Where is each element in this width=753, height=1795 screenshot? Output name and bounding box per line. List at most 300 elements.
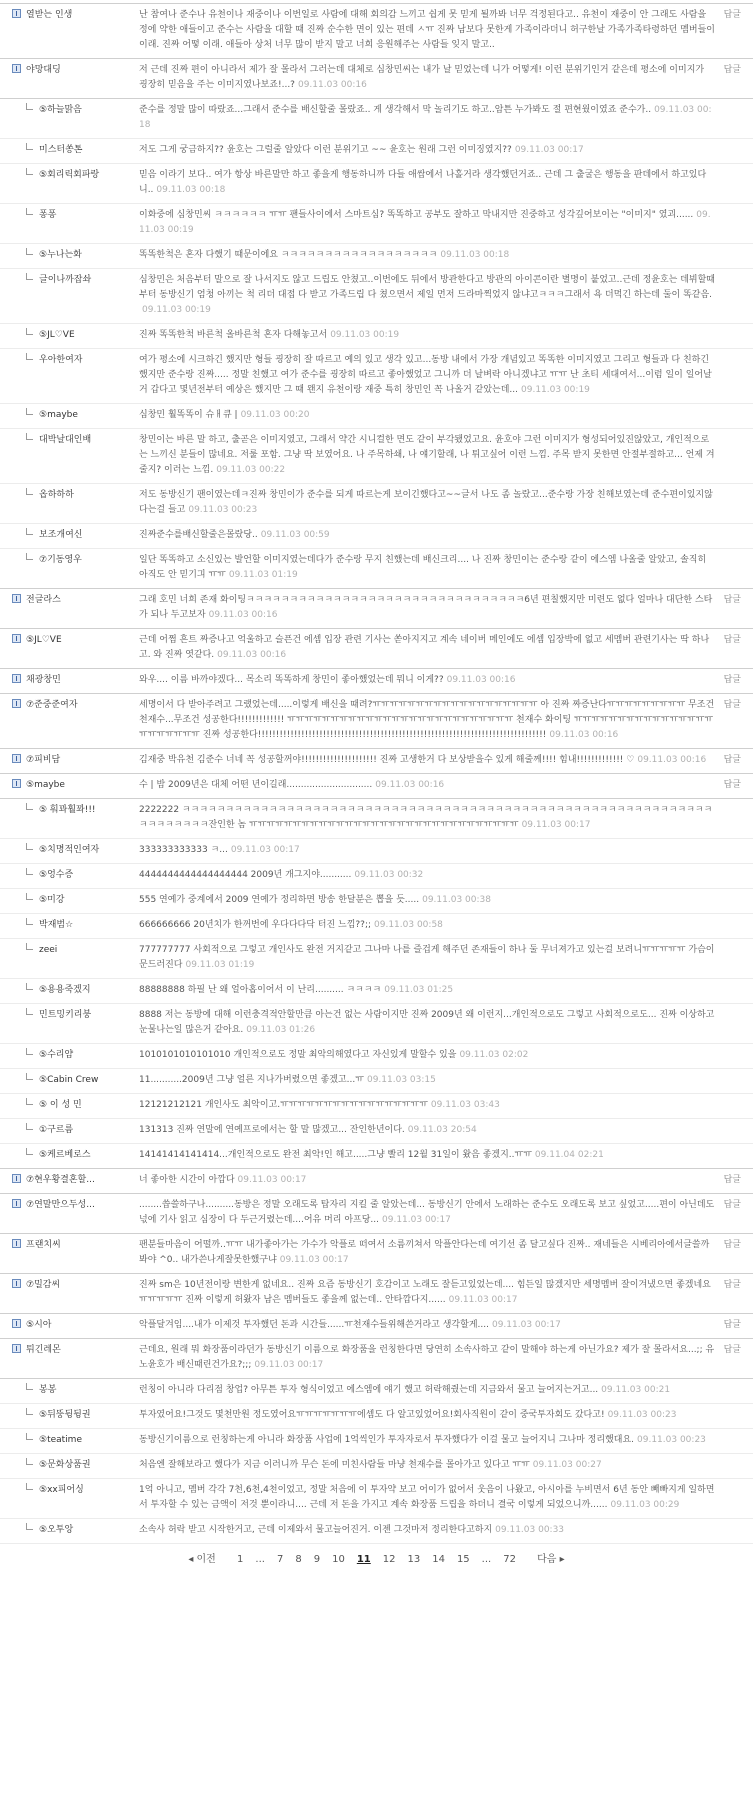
comment-time: 09.11.03 02:02	[459, 1050, 529, 1060]
comment-body	[139, 1073, 753, 1088]
reply-comment	[0, 1479, 753, 1519]
author-name[interactable]: 열받는 인생	[26, 10, 73, 20]
pagination-pages	[231, 1554, 522, 1565]
comment-body	[139, 1458, 753, 1473]
reply-comment	[0, 204, 753, 244]
reply-comment	[0, 1069, 753, 1094]
reply-arrow-icon	[26, 1148, 33, 1155]
author-name[interactable]: 튀긴레몬	[26, 1345, 61, 1355]
reply-arrow-icon	[26, 893, 33, 900]
pagination	[0, 1550, 753, 1565]
comment-author[interactable]	[0, 103, 139, 133]
comment	[0, 668, 753, 694]
author-name[interactable]: 미스터쏭톤	[39, 145, 83, 155]
reply-arrow-icon	[26, 168, 33, 175]
comment-body	[139, 778, 753, 793]
author-name[interactable]: 옵하하하	[39, 490, 74, 500]
member-icon	[12, 699, 21, 708]
member-icon	[12, 1319, 21, 1328]
author-name[interactable]: ⑤maybe	[39, 410, 78, 420]
comment-author[interactable]	[0, 273, 139, 318]
comment-text: 진짜 sm은 10년전이랑 변한게 없네요.. 진짜 요즘 동방신기 호감이고 노래도 잘듣고있었는데.... 힘든일 많겠지만 세명멤버 잘이겨냈으면 좋겠네요 ㅠㅠㅠㅠㅠ 진짜 이렇게 허왔자 남은 멤버들도 좋을께 없는데.. 안타깝다지......	[139, 1280, 711, 1305]
reply-arrow-icon	[26, 1383, 33, 1390]
comment-text: 김재중 박유천 김준수 너네 꼭 성공할꺼야!!!!!!!!!!!!!!!!!!!!! 진짜 고생한거 다 보상받을수 있게 해줄께!!!! 힘내!!!!!!!!!!!!! ♡	[139, 755, 635, 765]
comment-body	[139, 1048, 753, 1063]
author-name[interactable]: ⑤오투앙	[39, 1525, 74, 1535]
author-name[interactable]: ⑦준중준여자	[26, 700, 78, 710]
page-link[interactable]: 12	[382, 1554, 396, 1565]
member-icon	[12, 594, 21, 603]
comment-author[interactable]	[0, 1318, 139, 1333]
comment-time: 09.11.03 00:18	[156, 185, 226, 195]
reply-button[interactable]: 답글	[723, 675, 741, 685]
comment-body	[139, 168, 753, 198]
author-name[interactable]: ①구르름	[39, 1125, 74, 1135]
comment-time: 09.11.03 00:16	[637, 755, 707, 765]
reply-button[interactable]: 답글	[723, 700, 741, 710]
page-link[interactable]: 8	[295, 1554, 302, 1565]
comment-text: 8888 저는 동방에 대해 이런충격적안할만큼 아는건 없는 사람이지만 진짜 2009년 왜 이런지...개인적으로도 그렇고 사회적으로도... 진짜 이상하고 눈물나는일 많은거 같아요.	[139, 1010, 715, 1035]
member-icon	[12, 754, 21, 763]
comment-author[interactable]	[0, 673, 139, 688]
reply-comment	[0, 799, 753, 839]
comment-text: 너 좋아한 시간이 아깝다	[139, 1175, 235, 1185]
author-name[interactable]: 민트밍키리붕	[39, 1010, 92, 1020]
author-name[interactable]: ⑦피비담	[26, 755, 61, 765]
comment-time: 09.11.03 00:22	[216, 465, 286, 475]
comment-time: 09.11.03 00:29	[610, 1500, 680, 1510]
comment-time: 09.11.03 00:20	[240, 410, 310, 420]
author-name[interactable]: 우아한여자	[39, 355, 83, 365]
reply-comment	[0, 1044, 753, 1069]
comment-author[interactable]	[0, 248, 139, 263]
reply-button[interactable]: 답글	[723, 635, 741, 645]
comment-body	[139, 753, 753, 768]
comment-body	[139, 328, 753, 343]
reply-arrow-icon	[26, 353, 33, 360]
author-name[interactable]: ⑤용용죽겠지	[39, 985, 91, 995]
reply-comment	[0, 839, 753, 864]
author-name[interactable]: ⑦기동영우	[39, 555, 82, 565]
page-link[interactable]: 14	[432, 1554, 445, 1565]
comment-text: 심창민은 처음부터 말으로 잘 나서지도 않고 드립도 안쳤고..이번에도 뒤에서 방관한다고 방관의 아이콘이란 별명이 붙었고..근데 정윤호는 데뷔할때부터 동방신기 엄청 아끼는 척 리더 대접 다 받고 가족드립 다 쳤으면서 제일 먼저 드라마찍었지 않냐고ㅋㅋㅋ그래서 욕 더먹긴 하는데 둘이 똑같음.	[139, 275, 715, 300]
comment-time: 09.11.03 01:19	[228, 570, 298, 580]
comment-author[interactable]	[0, 593, 139, 623]
reply-comment	[0, 99, 753, 139]
comment-time: 09.11.03 00:19	[330, 330, 400, 340]
comment-time: 09.11.03 00:17	[382, 1215, 451, 1225]
reply-comment	[0, 889, 753, 914]
reply-arrow-icon	[26, 1458, 33, 1465]
reply-button[interactable]: 답글	[723, 65, 741, 75]
comment-time: 09.11.03 00:19	[142, 305, 211, 315]
comment-time: 09.11.03 00:16	[446, 675, 516, 685]
comment-author[interactable]	[0, 528, 139, 543]
reply-arrow-icon	[26, 408, 33, 415]
reply-button[interactable]: 답글	[723, 595, 741, 605]
comment-text: 1억 아니고, 멤버 각각 7천,6천,4천이었고, 정말 처음에 이 투자약 보고 어이가 없어서 웃음이 나왔고, 아시아를 누비면서 6년 동안 빼빠지게 일하면서 투자할 수 있는 금액이 저것 뿐이라니.... 근데 저 돈을 가지고 계속 화장품 드립을 하더니 결국 이렇게 되었으니까......	[139, 1485, 715, 1510]
reply-arrow-icon	[26, 1073, 33, 1080]
page-link[interactable]: 9	[313, 1554, 321, 1565]
comment-author[interactable]	[0, 8, 139, 53]
comment	[0, 1233, 753, 1274]
reply-button[interactable]: 답글	[723, 1200, 741, 1210]
comment-time: 09.11.03 00:33	[495, 1525, 565, 1535]
author-name[interactable]: 박재범☆	[39, 920, 74, 930]
comment-text: 88888888 하필 난 왜 얼아홉이어서 이 난리.......... ㅋㅋㅋㅋ	[139, 985, 382, 995]
comment-body	[139, 868, 753, 883]
reply-comment	[0, 864, 753, 889]
comment-text: 세명이서 다 받아주려고 그랬었는데.....이렇게 배신을 때려?ㅠㅠㅠㅠㅠㅠㅠㅠㅠㅠㅠㅠㅠㅠㅠㅠㅠㅠㅠ 아 진짜 짜증난다ㅠㅠㅠㅠㅠㅠㅠㅠㅠ 무조건 천재수...무조건 성공한다!!!!!!!!!!!!! ㅠㅠㅠㅠㅠㅠㅠㅠㅠㅠㅠㅠㅠㅠㅠㅠㅠㅠㅠㅠㅠㅠㅠㅠㅠㅠ 천재수 화이팅 ㅠㅠㅠㅠㅠㅠㅠㅠㅠㅠㅠㅠㅠㅠㅠㅠㅠㅠㅠㅠㅠㅠㅠ 진짜 성공한다!!!!!!!!!!!!!!!!!!!!!!!!!!!!!!!!!!!!!!!!!!!!!!!!!!!!!!!!!!!!!!!!!!!!!!!!!!!!!!!!	[139, 700, 715, 740]
reply-comment	[0, 324, 753, 349]
comment-author[interactable]	[0, 168, 139, 198]
comment-time: 09.11.03 00:17	[279, 1255, 349, 1265]
comment-author[interactable]	[0, 488, 139, 518]
comment-time: 09.11.03 00:21	[601, 1385, 671, 1395]
comment-text: 2222222 ㅋㅋㅋㅋㅋㅋㅋㅋㅋㅋㅋㅋㅋㅋㅋㅋㅋㅋㅋㅋㅋㅋㅋㅋㅋㅋㅋㅋㅋㅋㅋㅋㅋㅋㅋㅋㅋㅋㅋㅋㅋㅋㅋㅋㅋㅋㅋㅋㅋㅋㅋㅋㅋㅋㅋㅋㅋㅋㅋㅋㅋㅋㅋㅋㅋㅋㅋㅋㅋ잔인한 놈 ㅠㅠㅠㅠㅠㅠㅠㅠㅠㅠㅠㅠㅠㅠㅠㅠㅠㅠㅠㅠㅠㅠㅠㅠㅠㅠㅠㅠㅠㅠㅠ	[139, 805, 713, 830]
author-name[interactable]: zeei	[39, 945, 58, 955]
comment-author[interactable]	[0, 803, 139, 833]
comment-author[interactable]	[0, 208, 139, 238]
author-name[interactable]: 야망대딩	[26, 65, 61, 75]
comment-author[interactable]	[0, 1483, 139, 1513]
comment-body	[139, 1098, 753, 1113]
comment-author[interactable]	[0, 1523, 139, 1538]
comment-body	[139, 1198, 753, 1228]
comment-body	[139, 433, 753, 478]
comment-body	[139, 1008, 753, 1038]
author-name[interactable]: ⑤ 이 성 민	[39, 1100, 82, 1110]
reply-arrow-icon	[26, 1483, 33, 1490]
comment-text: 저도 동방신기 팬이였는데ㅋ진짜 창민이가 준수를 되게 따르는게 보이긴했다고~~글서 나도 좀 놀랐고...준수랑 가장 친해보였는데 준수편이있지않다는걸 들고	[139, 490, 713, 515]
comment-body	[139, 593, 753, 623]
comment-text: 333333333333 ㅋ...	[139, 845, 228, 855]
author-name[interactable]: ⑤하늘맑음	[39, 105, 82, 115]
comment-body	[139, 1148, 753, 1163]
comment-author[interactable]	[0, 1433, 139, 1448]
author-name[interactable]: ⑤시아	[26, 1320, 52, 1330]
comment	[0, 773, 753, 799]
comment-text: 11...........2009년 그냥 얼른 지나가버렸으면 좋겠고...ㅠ	[139, 1075, 364, 1085]
comment-author[interactable]	[0, 1148, 139, 1163]
reply-button[interactable]: 답글	[723, 755, 741, 765]
comment-author[interactable]	[0, 1173, 139, 1188]
comment	[0, 693, 753, 749]
reply-button[interactable]: 답글	[723, 1175, 741, 1185]
reply-comment	[0, 914, 753, 939]
reply-arrow-icon	[26, 1523, 33, 1530]
comment-author[interactable]	[0, 433, 139, 478]
author-name[interactable]: ⑤수리얌	[39, 1050, 74, 1060]
comment-author[interactable]	[0, 1073, 139, 1088]
comment-body	[139, 63, 753, 93]
reply-comment	[0, 244, 753, 269]
comment-text: 팬분들마음이 어떨까..ㅠㅠ 내가좋아가는 가수가 악플로 떠여서 소름끼쳐서 악플안다는데 여기선 좀 달고싶다 진짜.. 재네들은 시베리아에서글쓸까봐야 ^0.. 내가쓴나게잘못한했구냐	[139, 1240, 710, 1265]
comment-time: 09.11.03 00:17	[514, 145, 584, 155]
comment-text: 666666666 20년치가 한꺼번에 우다다다닥 터진 느낌??;;	[139, 920, 372, 930]
reply-arrow-icon	[26, 1048, 33, 1055]
comment-author[interactable]	[0, 353, 139, 398]
author-name[interactable]: 봉봉	[39, 1385, 57, 1395]
comment-body	[139, 8, 753, 53]
comment-text: 믿음 이라기 보다.. 여가 항상 바른말만 하고 좋을게 행동하니까 다들 애쌉에서 나홀거라 생각했던거죠.. 근데 그 출굴은 행동을 판데에서 하고있다니..	[139, 170, 707, 195]
author-name[interactable]: ⑤뒤뚱뒹뒹권	[39, 1410, 91, 1420]
author-name[interactable]: 채광창민	[26, 675, 61, 685]
page-link[interactable]: 72	[503, 1554, 516, 1565]
comment-author[interactable]	[0, 328, 139, 343]
comment	[0, 1168, 753, 1194]
comment-author[interactable]	[0, 1408, 139, 1423]
reply-comment	[0, 1379, 753, 1404]
comment-author[interactable]	[0, 983, 139, 998]
comment-body	[139, 1238, 753, 1268]
comment-text: 똑똑한척은 혼자 다했기 때문이에요 ㅋㅋㅋㅋㅋㅋㅋㅋㅋㅋㅋㅋㅋㅋㅋㅋㅋㅋ	[139, 250, 438, 260]
reply-arrow-icon	[26, 1098, 33, 1105]
member-icon	[12, 1174, 21, 1183]
comment-author[interactable]	[0, 778, 139, 793]
comment	[0, 628, 753, 669]
comment-time: 09.11.04 02:21	[534, 1150, 604, 1160]
comment	[0, 1273, 753, 1314]
page-link[interactable]: 1	[237, 1554, 244, 1565]
comment-body	[139, 1433, 753, 1448]
comment-text: 동방신기이름으로 런칭하는게 아니라 화장품 사업에 1억씩인가 투자자로서 투자했다가 이걸 물고 늘어지니 그나마 정리했대요.	[139, 1435, 635, 1445]
member-icon	[12, 64, 21, 73]
reply-arrow-icon	[26, 983, 33, 990]
comment-text: 근데 어쩜 흔트 짜증나고 억울하고 슬픈건 에셈 입장 관련 기사는 쏟아지지고 계속 네이버 메인에도 에셈 입장박에 없고 세멤버 관련기사는 딱 하나고. 와 진짜 엿같다.	[139, 635, 710, 660]
comment-author[interactable]	[0, 1198, 139, 1228]
comment-author[interactable]	[0, 918, 139, 933]
page-link[interactable]: 15	[456, 1554, 470, 1565]
author-name[interactable]: ⑤회리릭회파랑	[39, 170, 100, 180]
comment-author[interactable]	[0, 1048, 139, 1063]
comment-author[interactable]	[0, 753, 139, 768]
author-name[interactable]: ⑤xx피어싱	[39, 1485, 84, 1495]
reply-arrow-icon	[26, 328, 33, 335]
comment-time: 09.11.03 00:32	[354, 870, 424, 880]
reply-comment	[0, 349, 753, 404]
comment-text: 저 근데 진짜 편이 아니라서 제가 잘 몰라서 그러는데 대체로 심창민씨는 내가 날 믿었는데 니가 어떻게! 이런 분위기인거 같은데 평소에 이미지가 굉장히 믿음을 주는 이미지였나보죠!...?	[139, 65, 705, 90]
reply-button[interactable]: 답글	[723, 10, 741, 20]
reply-arrow-icon	[26, 433, 33, 440]
comment	[0, 588, 753, 629]
comment-author[interactable]	[0, 1008, 139, 1038]
comment-body	[139, 553, 753, 583]
comment-body	[139, 698, 753, 743]
author-name[interactable]: ⑤JL♡VE	[26, 635, 62, 645]
pagination-next[interactable]: 다음 ▸	[537, 1554, 565, 1565]
member-icon	[12, 779, 21, 788]
comment-author[interactable]	[0, 1238, 139, 1268]
comment-time: 09.11.03 00:19	[139, 210, 711, 235]
comment-body	[139, 408, 753, 423]
comment-author[interactable]	[0, 843, 139, 858]
comment-author[interactable]	[0, 633, 139, 663]
reply-comment	[0, 549, 753, 589]
member-icon	[12, 1344, 21, 1353]
reply-arrow-icon	[26, 918, 33, 925]
author-name[interactable]: ⑤케르베로스	[39, 1150, 91, 1160]
reply-comment	[0, 429, 753, 484]
comment-list	[0, 3, 753, 1544]
reply-comment	[0, 1519, 753, 1544]
comment-author[interactable]	[0, 1278, 139, 1308]
pagination-prev[interactable]: ◂ 이전	[188, 1554, 216, 1565]
reply-comment	[0, 524, 753, 549]
reply-arrow-icon	[26, 868, 33, 875]
comment-time: 09.11.03 01:19	[185, 960, 255, 970]
comment-text: 여가 평소에 시크하긴 했지만 형들 굉장히 잘 따르고 예의 있고 생각 있고...동방 내에서 가장 개념있고 똑똑한 이미지였고 그리고 형들과 다 친하긴 했지만 준수랑 진짜..... 정말 친했고 여가 준수를 굉장히 따르고 좋아했었고 그니까 더 날벼락 아니겠냐고 ㅠㅠ 난 초티 세대여서...이럼 일이 일어날거 갑다고 몇년전부터 예상은 했지만 그 때 왠지 유천이랑 재중 특히 창민인 꼭 나올거 같았는데...	[139, 355, 712, 395]
reply-arrow-icon	[26, 1408, 33, 1415]
comment-author[interactable]	[0, 1343, 139, 1373]
reply-comment	[0, 404, 753, 429]
comment-text: 처음엔 잘해보라고 했다가 지금 이러니까 무슨 돈에 미친사람들 마냥 천재수를 몰아가고 있다고 ㅠㅠ	[139, 1460, 530, 1470]
reply-comment	[0, 1404, 753, 1429]
comment-time: 09.11.03 00:17	[521, 820, 591, 830]
comment-author[interactable]	[0, 1458, 139, 1473]
author-name[interactable]: 대박날대인배	[39, 435, 92, 445]
comment-time: 09.11.03 00:16	[297, 80, 367, 90]
comment-time: 09.11.03 00:18	[440, 250, 510, 260]
comment-text: 일단 똑똑하고 소신있는 발언할 이미지였는데다가 준수랑 무지 친했는데 배신크리.... 나 진짜 창민이는 준수랑 같이 에스엠 나올줄 알았고, 솔직히 아직도 안 믿기긔 ㅠㅠ	[139, 555, 707, 580]
author-name[interactable]: ⑤누나는화	[39, 250, 82, 260]
comment-body	[139, 843, 753, 858]
comment-text: 와우.... 이름 바까야겠다... 목소리 똑똑하게 창민이 좋아했었는데 뭐니 이게??	[139, 675, 444, 685]
comment-time: 09.11.03 00:17	[448, 1295, 518, 1305]
comment-author[interactable]	[0, 1098, 139, 1113]
reply-button[interactable]: 답글	[723, 780, 741, 790]
comment-text: 투자였어요!그것도 몇천만원 정도였어요ㅠㅠㅠㅠㅠㅠㅠ에셈도 다 알고있었어요!회사직원이 같이 중국투자회도 갔다고!	[139, 1410, 605, 1420]
comment-time: 09.11.03 00:27	[532, 1460, 602, 1470]
comment-body	[139, 1408, 753, 1423]
page-link: ...	[481, 1554, 492, 1565]
comment-time: 09.11.03 00:17	[237, 1175, 307, 1185]
comment-time: 09.11.03 01:26	[246, 1025, 316, 1035]
comment-text: 근데요, 원래 뭐 화장품이라던가 동방신기 이름으로 화장품을 런칭한다면 당연히 소속사하고 같이 말해야 하는게 아닌가요? 제가 잘 몰라서요...;; 유노윤호가 배신때린건가요?;;;	[139, 1345, 715, 1370]
comment-author[interactable]	[0, 63, 139, 93]
comment-time: 09.11.03 03:43	[430, 1100, 500, 1110]
comment-author[interactable]	[0, 1123, 139, 1138]
author-name[interactable]: ⑤ 훠꽈훨꽈!!!	[39, 805, 96, 815]
comment-body	[139, 1173, 753, 1188]
reply-arrow-icon	[26, 943, 33, 950]
comment-text: 555 연예가 중계에서 2009 연예가 정리하면 방송 한달분은 뽑을 듯.....	[139, 895, 420, 905]
reply-button[interactable]: 답글	[723, 1240, 741, 1250]
author-name[interactable]: 퐁퐁	[39, 210, 57, 220]
author-name[interactable]: ⑤JL♡VE	[39, 330, 75, 340]
author-name[interactable]: ⑦밀감씨	[26, 1280, 61, 1290]
comment-text: 심창민 훨똑똑이 슈ㅐ큐 |	[139, 410, 238, 420]
author-name[interactable]: ⑤teatime	[39, 1435, 82, 1445]
comment-text: 악플달겨임....내가 이제것 투자했던 돈과 시간들......ㅠ천재수들위해쓴거라고 생각할게....	[139, 1320, 489, 1330]
author-name[interactable]: ⑦연말만으두성...	[26, 1200, 95, 1210]
page-link: ...	[255, 1554, 265, 1565]
comment-body	[139, 633, 753, 663]
page-link[interactable]: 13	[407, 1554, 421, 1565]
author-name[interactable]: ⑤미강	[39, 895, 65, 905]
comment-time: 09.11.03 00:17	[254, 1360, 324, 1370]
comment-body	[139, 143, 753, 158]
comment	[0, 748, 753, 774]
reply-arrow-icon	[26, 528, 33, 535]
comment-time: 09.11.03 00:18	[139, 105, 712, 130]
comment-text: 소속사 허락 받고 시작한거고, 근데 이제와서 물고늘어진거. 이젠 그것마저 정리한다고하지	[139, 1525, 493, 1535]
author-name[interactable]: 글이나까잡솨	[39, 275, 92, 285]
comment-time: 09.11.03 00:16	[375, 780, 445, 790]
comment-time: 09.11.03 00:23	[188, 505, 258, 515]
author-name[interactable]: ⑤엉수증	[39, 870, 74, 880]
reply-comment	[0, 1454, 753, 1479]
comment-author[interactable]	[0, 868, 139, 883]
comment-author[interactable]	[0, 143, 139, 158]
comment-time: 09.11.03 00:19	[521, 385, 590, 395]
comment-text: ........씁쓸하구나..........동방은 정말 오래도록 탑자리 지킬 줄 알았는데... 동방신기 안에서 노래하는 준수도 오래도록 보고 싶었고.....편이 아닌데도 넋에 기사 읽고 심장이 다 두근거렸는데....어유 머리 아프당...	[139, 1200, 715, 1225]
comment-author[interactable]	[0, 553, 139, 583]
comment-author[interactable]	[0, 943, 139, 973]
reply-arrow-icon	[26, 143, 33, 150]
comment-text: 14141414141414...개인적으로도 완전 최악!인 해고.....그냥 빨리 12월 31일이 왔음 좋겠지..ㅠㅠ	[139, 1150, 532, 1160]
author-name[interactable]: ⑤문화상품권	[39, 1460, 91, 1470]
reply-comment	[0, 139, 753, 164]
reply-comment	[0, 269, 753, 324]
comment-time: 09.11.03 00:16	[217, 650, 287, 660]
comment-text: 런칭이 아니라 다리점 창업? 아무튼 투자 형식이었고 에스엠에 얘기 했고 허락해줬는데 지금와서 물고 늘어지는거고...	[139, 1385, 599, 1395]
comment-body	[139, 983, 753, 998]
page-link[interactable]: 7	[276, 1554, 284, 1565]
comment-text: 저도 그게 궁금하지?? 윤호는 그럴줄 알았다 이런 분위기고 ~~ 윤호는 원래 그런 이미징였지??	[139, 145, 512, 155]
author-name[interactable]: ⑤치명적인여자	[39, 845, 100, 855]
page-link[interactable]: 10	[332, 1554, 345, 1565]
author-name[interactable]: 프랜치씨	[26, 1240, 61, 1250]
comment-time: 09.11.03 00:17	[230, 845, 300, 855]
reply-button[interactable]: 답글	[723, 1280, 741, 1290]
comment-body	[139, 1383, 753, 1398]
comment-author[interactable]	[0, 698, 139, 743]
reply-comment	[0, 1429, 753, 1454]
author-name[interactable]: ⑤maybe	[26, 780, 65, 790]
author-name[interactable]: 보조개여신	[39, 530, 83, 540]
comment-time: 09.11.03 20:54	[407, 1125, 477, 1135]
author-name[interactable]: ⑤Cabin Crew	[39, 1075, 99, 1085]
page-link[interactable]: 11	[356, 1554, 371, 1565]
comment-text: 진짜준수를배신할줄은몰랐당..	[139, 530, 258, 540]
comment	[0, 1338, 753, 1379]
reply-button[interactable]: 답글	[723, 1320, 741, 1330]
comment-time: 09.11.03 00:59	[260, 530, 330, 540]
comment-author[interactable]	[0, 1383, 139, 1398]
reply-comment	[0, 979, 753, 1004]
comment-text: 창민이는 바른 말 하고, 출곧은 이미지였고, 그래서 약간 시니컬한 면도 같이 부각됐었고요. 윤호야 그런 이미지가 형성되어있진않았고, 개인적으로는 느끼신 분들이 많네요. 저룰 포함. 그냥 딱 보였어요. 나 주목하쇄, 나 얘기할래, 나 튀고싶어 이런 느낌. 주목 받지 못한면 안절부절하고... 언제 겨줄지? 이러는 느낌.	[139, 435, 715, 475]
comment-author[interactable]	[0, 408, 139, 423]
comment-body	[139, 1343, 753, 1373]
comment-time: 09.11.03 00:23	[637, 1435, 706, 1445]
reply-button[interactable]: 답글	[723, 1345, 741, 1355]
reply-arrow-icon	[26, 208, 33, 215]
comment-body	[139, 103, 753, 133]
comment-body	[139, 918, 753, 933]
comment-body	[139, 353, 753, 398]
comment-text: 난 참여나 준수나 유천이나 재중이나 이번일로 사람에 대해 회의감 느끼고 쉽게 못 믿게 될까봐 너무 걱정된다고.. 유천이 재중이 안 그래도 사람을 정에 약한 애들이고 준수는 사람을 대할 때 진짜 순수한 면이 있는 편데 ㅅㅠ 진짜 남보다 못한게 가족이라더니 허구한날 가족가족타령하던 멤버들이 이래. 진짜 어떻 이래. 애들아 상처 너무 많이 받지 말고 너희 응원해주는 사람들 잊지 말고..	[139, 10, 715, 50]
author-name[interactable]: ⑦현우황결혼할...	[26, 1175, 95, 1185]
reply-comment	[0, 939, 753, 979]
comment	[0, 1313, 753, 1339]
member-icon	[12, 1279, 21, 1288]
comment-text: 준수를 정말 많이 따랐죠...그래서 준수를 배신할줄 몰랐죠.. 게 생각해서 막 놀리기도 하고..암튼 누가봐도 절 편현웠이였죠 준수가..	[139, 105, 652, 115]
comment-author[interactable]	[0, 893, 139, 908]
author-name[interactable]: 전글라스	[26, 595, 61, 605]
reply-comment	[0, 1119, 753, 1144]
reply-arrow-icon	[26, 488, 33, 495]
